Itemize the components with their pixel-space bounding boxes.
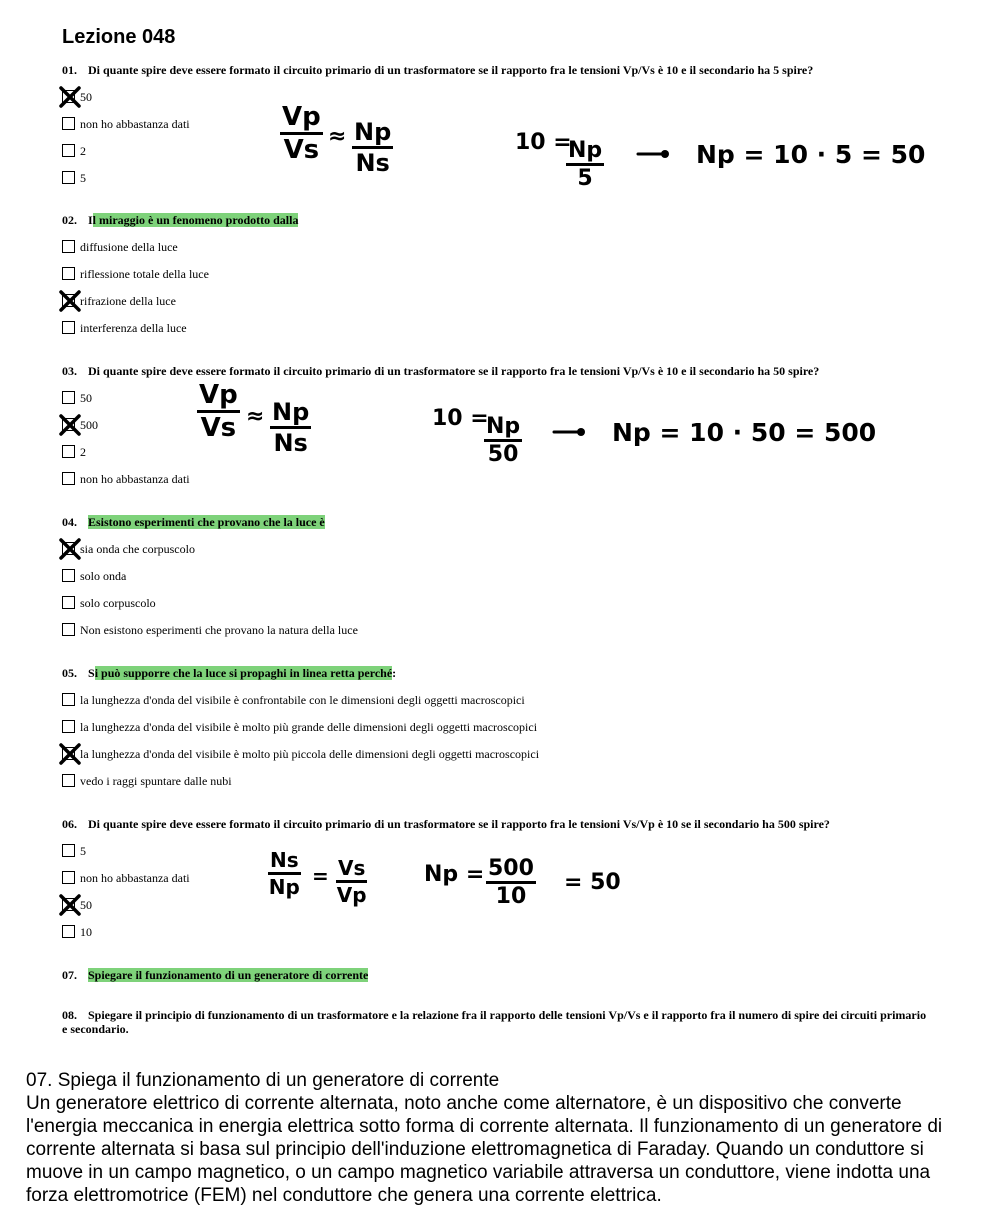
hand-fraction-np-ns: $\frac{Np}{Ns}$: [272, 398, 310, 457]
option-label: 2: [80, 445, 86, 459]
checkbox[interactable]: [62, 267, 75, 280]
answer-body: Un generatore elettrico di corrente alternata, noto anche come alternatore, è un dispositivo che converte l'energia meccanica in energia elettrica sotto forma di corrente alternata. Il funzionamento di un generatore di corrente alternata si basa sul principio dell'induzione elettromagnetica di Faraday. Quando un conduttore si muove in un campo magnetico, o un campo magnetico variabile attraversa un conduttore, viene indotta una forza elettromotrice (FEM) nel conduttore che genera una corrente elettrica.: [26, 1093, 943, 1206]
question-number: 01.: [62, 63, 77, 77]
checkbox[interactable]: [62, 144, 75, 157]
option-label: 500: [80, 418, 98, 432]
hand-x-mark-icon: [58, 413, 82, 437]
option-label: 50: [80, 391, 92, 405]
option-label: riflessione totale della luce: [80, 267, 209, 281]
question-07: [62, 968, 932, 982]
option-label: Non esistono esperimenti che provano la natura della luce: [80, 623, 358, 637]
option-row[interactable]: [62, 470, 932, 490]
option-row[interactable]: [62, 115, 932, 135]
checkbox[interactable]: [62, 720, 75, 733]
question-02: [62, 213, 932, 339]
option-label: non ho abbastanza dati: [80, 117, 190, 131]
checkbox[interactable]: [62, 240, 75, 253]
hand-fraction-np-5: $\frac{Np}{5}$: [568, 138, 603, 191]
option-label: 5: [80, 844, 86, 858]
checkbox[interactable]: [62, 623, 75, 636]
option-label: la lunghezza d'onda del visibile è molto più grande delle dimensioni degli oggetti macroscopici: [80, 720, 538, 734]
hand-ten-equals: 10 =: [515, 130, 572, 155]
hand-fraction-vs-vp: $\frac{Vs}{Vp}$: [336, 856, 367, 907]
lesson-title: Lezione 048: [62, 26, 176, 48]
hand-fraction-np-50: $\frac{Np}{50}$: [486, 414, 521, 467]
hand-equals-sign: =: [312, 864, 329, 888]
question-text: 07. Spiegare il funzionamento di un generatore di corrente: [62, 968, 369, 982]
option-row[interactable]: [62, 621, 932, 641]
hand-result-q6: = 50: [564, 870, 621, 895]
option-row[interactable]: [62, 292, 932, 312]
hand-x-mark-icon: [58, 289, 82, 313]
checkbox[interactable]: [62, 844, 75, 857]
option-label: diffusione della luce: [80, 240, 178, 254]
hand-ten-equals: 10 =: [432, 406, 489, 431]
question-text: 01. Di quante spire deve essere formato il circuito primario di un trasformatore se il rapporto fra le tensioni Vp/Vs è 10 e il secondario ha 5 spire?: [62, 63, 814, 77]
option-label: 2: [80, 144, 86, 158]
checkbox[interactable]: [62, 117, 75, 130]
hand-x-mark-icon: [58, 742, 82, 766]
hand-arrow-icon: [636, 146, 672, 162]
option-label: solo corpuscolo: [80, 596, 156, 610]
question-number: 08.: [62, 1008, 77, 1022]
question-text: 06. Di quante spire deve essere formato il circuito primario di un trasformatore se il rapporto fra le tensioni Vs/Vp è 10 se il secondario ha 500 spire?: [62, 817, 830, 831]
hand-fraction-ns-np: $\frac{Ns}{Np}$: [268, 848, 300, 899]
option-row[interactable]: [62, 389, 932, 409]
checkbox[interactable]: [62, 693, 75, 706]
hand-x-mark-icon: [58, 85, 82, 109]
checkbox[interactable]: [62, 774, 75, 787]
hand-np-equals: Np =: [424, 862, 485, 887]
checkbox[interactable]: [62, 391, 75, 404]
option-row[interactable]: [62, 718, 932, 738]
answer-block: [26, 1069, 976, 1207]
option-label: vedo i raggi spuntare dalle nubi: [80, 774, 232, 788]
question-01: [62, 63, 932, 189]
question-text: 03. Di quante spire deve essere formato il circuito primario di un trasformatore se il rapporto fra le tensioni Vp/Vs è 10 e il secondario ha 50 spire?: [62, 364, 820, 378]
question-number: 07.: [62, 968, 77, 982]
hand-fraction-vp-vs: $\frac{Vp}{Vs}$: [282, 102, 321, 165]
option-row[interactable]: [62, 691, 932, 711]
question-number: 06.: [62, 817, 77, 831]
checkbox[interactable]: [62, 445, 75, 458]
option-row[interactable]: [62, 319, 932, 339]
option-row[interactable]: [62, 594, 932, 614]
option-row[interactable]: [62, 169, 932, 189]
hand-fraction-vp-vs: $\frac{Vp}{Vs}$: [199, 380, 238, 443]
hand-x-mark-icon: [58, 893, 82, 917]
answer-heading: 07. Spiega il funzionamento di un generatore di corrente: [26, 1070, 500, 1091]
option-label: la lunghezza d'onda del visibile è molto più piccola delle dimensioni degli oggetti macroscopici: [80, 747, 540, 761]
option-label: non ho abbastanza dati: [80, 472, 190, 486]
question-text: 02. Il miraggio è un fenomeno prodotto dalla: [62, 213, 299, 227]
hand-result-q1: Np = 10 · 5 = 50: [696, 140, 926, 169]
hand-result-q3: Np = 10 · 50 = 500: [612, 418, 877, 447]
question-08: [62, 1008, 932, 1036]
question-04: [62, 515, 932, 641]
question-text: 08. Spiegare il principio di funzionamento di un trasformatore e la relazione fra il rapporto delle tensioni Vp/Vs e il rapporto fra il numero di spire dei circuiti primario e secondario.: [62, 1008, 927, 1036]
checkbox[interactable]: [62, 321, 75, 334]
checkbox[interactable]: [62, 171, 75, 184]
question-number: 02.: [62, 213, 77, 227]
option-label: sia onda che corpuscolo: [80, 542, 195, 556]
question-05: [62, 666, 932, 792]
option-row[interactable]: [62, 238, 932, 258]
option-label: solo onda: [80, 569, 127, 583]
option-label: 50: [80, 90, 92, 104]
option-label: 50: [80, 898, 92, 912]
hand-x-mark-icon: [58, 537, 82, 561]
option-row[interactable]: [62, 745, 932, 765]
question-text: 04. Esistono esperimenti che provano che la luce è: [62, 515, 325, 529]
question-number: 05.: [62, 666, 77, 680]
checkbox[interactable]: [62, 569, 75, 582]
option-row[interactable]: [62, 540, 932, 560]
question-number: 03.: [62, 364, 77, 378]
option-row[interactable]: [62, 923, 932, 943]
option-row[interactable]: [62, 88, 932, 108]
checkbox[interactable]: [62, 596, 75, 609]
hand-approx-sign: ≈: [246, 404, 265, 429]
hand-fraction-np-ns: $\frac{Np}{Ns}$: [354, 118, 392, 177]
hand-approx-sign: ≈: [328, 124, 347, 149]
checkbox[interactable]: [62, 871, 75, 884]
option-label: 5: [80, 171, 86, 185]
option-row[interactable]: [62, 772, 932, 792]
option-row[interactable]: [62, 265, 932, 285]
option-label: non ho abbastanza dati: [80, 871, 190, 885]
hand-fraction-500-10: $\frac{500}{10}$: [488, 856, 534, 909]
option-label: 10: [80, 925, 92, 939]
question-text: 05. Si può supporre che la luce si propaghi in linea retta perché:: [62, 666, 397, 680]
option-label: interferenza della luce: [80, 321, 187, 335]
checkbox[interactable]: [62, 472, 75, 485]
option-label: rifrazione della luce: [80, 294, 176, 308]
option-row[interactable]: [62, 567, 932, 587]
checkbox[interactable]: [62, 925, 75, 938]
option-label: la lunghezza d'onda del visibile è confrontabile con le dimensioni degli oggetti macroscopici: [80, 693, 525, 707]
hand-arrow-icon: [552, 424, 588, 440]
question-number: 04.: [62, 515, 77, 529]
